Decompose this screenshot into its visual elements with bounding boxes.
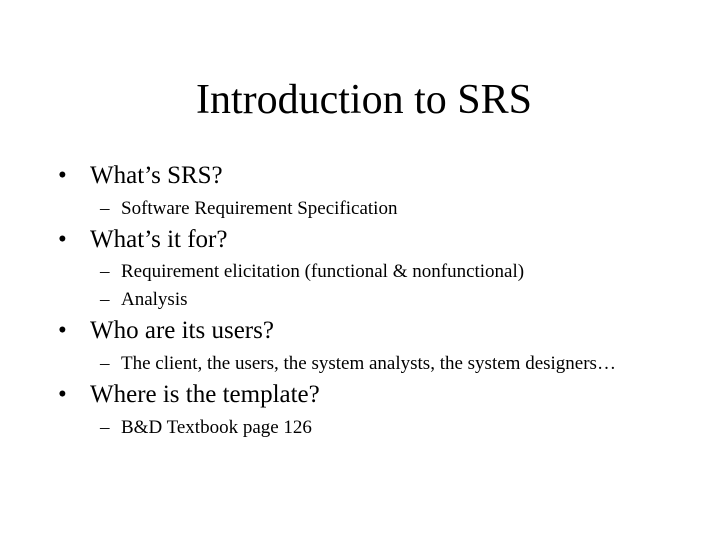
bullet-item — [58, 160, 698, 220]
sub-bullet-item — [100, 198, 698, 220]
sub-bullet-text: The client, the users, the system analysts, the system designers… — [121, 353, 616, 374]
bullet-text: What’s it for? — [90, 226, 228, 253]
sub-bullet-item — [100, 289, 698, 311]
bullet-text: Where is the template? — [90, 381, 320, 408]
dash-icon: – — [100, 289, 110, 310]
bullet-icon: • — [58, 226, 67, 253]
bullet-icon: • — [58, 381, 67, 408]
bullet-text: Who are its users? — [90, 317, 274, 344]
sub-bullet-text: B&D Textbook page 126 — [121, 417, 312, 438]
dash-icon: – — [100, 353, 110, 374]
sub-bullet-item — [100, 417, 698, 439]
bullet-icon: • — [58, 162, 67, 189]
sub-bullet-text: Software Requirement Specification — [121, 198, 398, 219]
dash-icon: – — [100, 417, 110, 438]
dash-icon: – — [100, 198, 110, 219]
sub-bullet-text: Requirement elicitation (functional & nonfunctional) — [121, 261, 525, 282]
slide-title: Introduction to SRS — [195, 77, 533, 123]
sub-bullet-item — [100, 353, 698, 375]
bullet-text: What’s SRS? — [90, 162, 223, 189]
bullet-item — [58, 224, 698, 311]
bullet-icon: • — [58, 317, 67, 344]
slide-content — [58, 160, 698, 439]
bullet-item — [58, 379, 698, 439]
sub-bullet-item — [100, 261, 698, 283]
bullet-item — [58, 315, 698, 375]
dash-icon: – — [100, 261, 110, 282]
sub-bullet-text: Analysis — [121, 289, 188, 310]
